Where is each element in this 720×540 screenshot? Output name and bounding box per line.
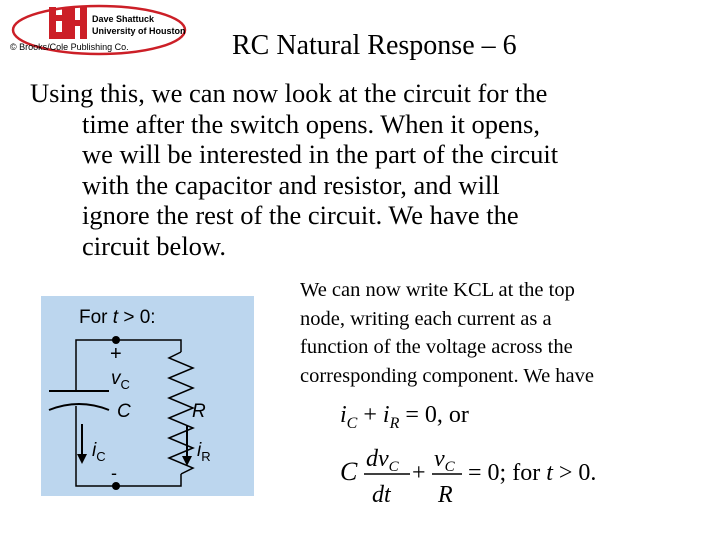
side-line: function of the voltage across the [300, 336, 573, 358]
svg-text:dt: dt [372, 482, 391, 508]
svg-text:vC: $v_C$ [434, 446, 455, 475]
svg-text:R: R [438, 482, 453, 508]
slide-title: RC Natural Response – 6 [232, 30, 517, 61]
rc-circuit-diagram [41, 296, 254, 496]
capacitor-label: C [117, 401, 131, 422]
uh-monogram-icon [49, 7, 87, 39]
svg-text:dvC: $dv_C$ [366, 446, 399, 475]
side-line: corresponding component. We have [300, 364, 594, 387]
body-line: Using this, we can now look at the circuit for the [30, 78, 548, 108]
university-logo [6, 2, 192, 60]
logo-line-1: Dave Shattuck [92, 14, 155, 24]
resistor-current-label: $i_R$ [197, 440, 211, 464]
body-line: time after the switch opens. When it opens, [82, 108, 540, 139]
side-line: node, writing each current as a [300, 307, 552, 330]
svg-text:= 0; for t > 0.: = 0; for t > 0. [468, 460, 597, 486]
capacitor-voltage-label: $v_C$ [111, 368, 130, 392]
side-line: We can now write KCL at the top [300, 279, 575, 301]
logo-line-3: © Brooks/Cole Publishing Co. [10, 42, 129, 52]
body-paragraph [30, 78, 690, 261]
svg-text:+: + [412, 460, 426, 486]
body-line: circuit below. [82, 230, 226, 261]
resistor-label: R [192, 401, 206, 422]
body-line: we will be interested in the part of the circuit [82, 139, 559, 169]
minus-sign: - [111, 463, 117, 483]
kcl-equations [330, 394, 660, 516]
bottom-node-dot [112, 482, 120, 490]
capacitor-current-label: $i_C$ [92, 440, 106, 464]
equation-kcl-currents: $i_C + i_R = 0$, or [340, 402, 469, 432]
kcl-description [300, 276, 700, 390]
circuit-condition-label: For t > 0: [79, 307, 156, 328]
svg-text:C: C [340, 457, 358, 486]
logo-line-2: University of Houston [92, 26, 186, 36]
equation-kcl-voltage [340, 446, 596, 508]
body-line: ignore the rest of the circuit. We have the [82, 200, 519, 230]
body-line: with the capacitor and resistor, and will [82, 169, 500, 200]
plus-sign: + [110, 343, 122, 365]
